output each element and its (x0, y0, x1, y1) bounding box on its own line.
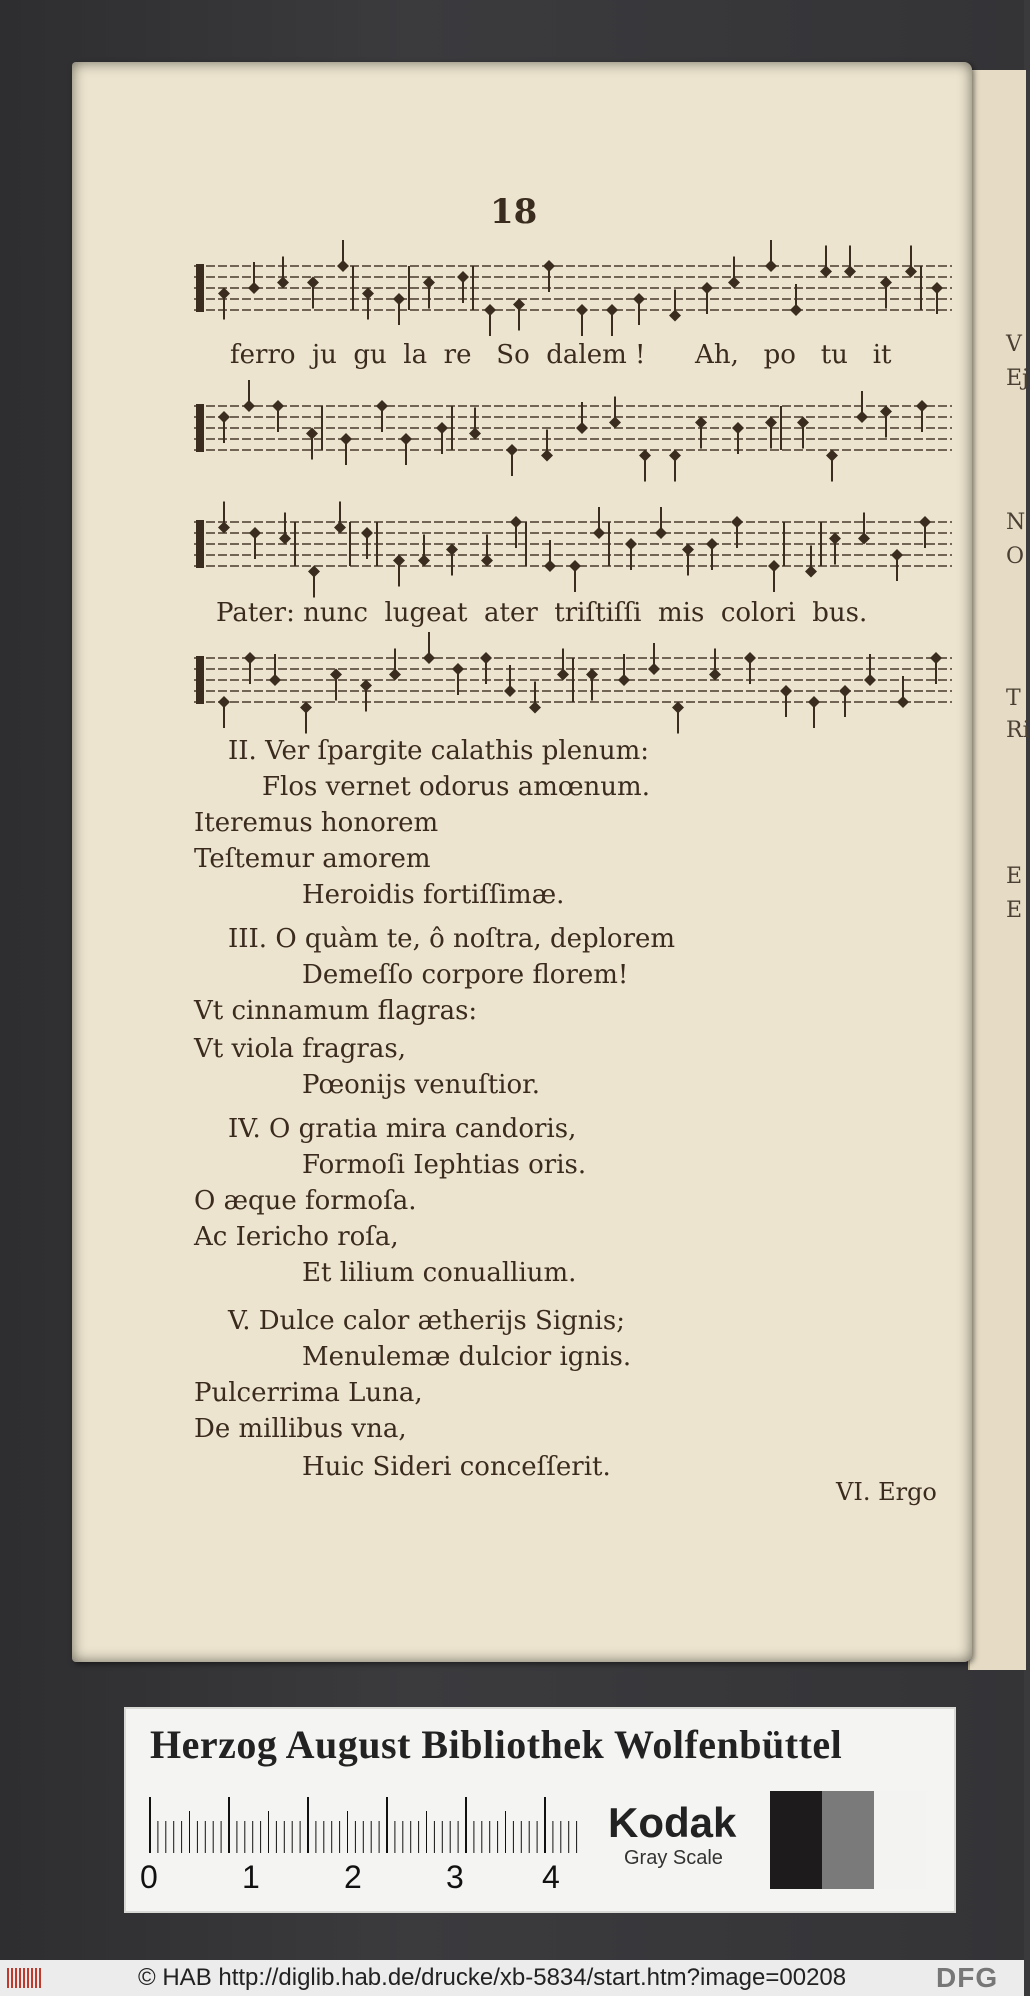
verse-line: Flos vernet odorus amœnum. (262, 772, 650, 802)
fragment: Ej (1006, 366, 1029, 391)
verse-line: De millibus vna, (194, 1414, 407, 1444)
library-name: Herzog August Bibliothek Wolfenbüttel (150, 1722, 843, 1767)
fragment: E (1006, 898, 1023, 923)
ruler-number: 3 (446, 1859, 464, 1895)
verse-line: Teſtemur amorem (194, 844, 431, 874)
verse-line: Ac Iericho roſa, (194, 1222, 399, 1252)
verse-line: Pœonijs venuſtior. (302, 1070, 540, 1100)
verse-line: Vt viola fragras, (194, 1034, 406, 1064)
kodak-logo-text: Kodak (608, 1799, 737, 1846)
verse-line: O æque formoſa. (194, 1186, 417, 1216)
verse-line: Et lilium conuallium. (302, 1258, 577, 1288)
source-link[interactable]: © HAB http://diglib.hab.de/drucke/xb-5834/start.htm?image=00208 (138, 1964, 847, 1991)
verse-line: V. Dulce calor ætherijs Signis; (228, 1306, 625, 1336)
ruler-number: 2 (344, 1859, 362, 1895)
verse-line: Menulemæ dulcior ignis. (302, 1342, 632, 1372)
verse-line: Demeſſo corpore florem! (302, 960, 629, 990)
hab-logo-icon (6, 1966, 46, 1990)
gray-scale-label: Gray Scale (624, 1847, 723, 1869)
color-checker-card (124, 1707, 956, 1913)
lyric-line-2: Pater: nunc lugeat ater triſtiſſi mis colori bus. (216, 598, 868, 628)
adjacent-page-edge (968, 70, 1030, 1670)
verse-line: Huic Sideri conceſſerit. (302, 1452, 611, 1482)
verse-line: III. O quàm te, ô noſtra, deplorem (228, 924, 676, 954)
verse-line: Formoſi Iephtias oris. (302, 1150, 587, 1180)
verse-line: Iteremus honorem (194, 808, 439, 838)
page-number: 18 (490, 192, 538, 232)
ruler-numbers (140, 1859, 600, 1895)
clef-mark (196, 264, 204, 312)
music-staff-4 (194, 644, 952, 730)
fragment: T (1006, 686, 1021, 711)
ruler-number: 1 (242, 1859, 260, 1895)
clef-mark (196, 656, 204, 704)
swatch-light (874, 1791, 926, 1889)
fragment: O (1006, 544, 1025, 569)
verse-line: Heroidis fortiſſimæ. (302, 880, 565, 910)
swatch-dark (770, 1791, 822, 1889)
ruler-scale (148, 1797, 580, 1853)
swatch-mid (822, 1791, 874, 1889)
music-staff-1 (194, 252, 952, 338)
ruler-number: 0 (140, 1859, 158, 1895)
music-staff-3 (194, 508, 952, 594)
catchword: VI. Ergo (836, 1478, 937, 1506)
fragment: N (1006, 510, 1026, 535)
verse-line: IV. O gratia mira candoris, (228, 1114, 577, 1144)
verse-line: Vt cinnamum flagras: (194, 996, 478, 1026)
fragment: Ri (1006, 718, 1030, 743)
verse-line: Pulcerrima Luna, (194, 1378, 423, 1408)
footer-bar (0, 1960, 1024, 1996)
music-staff-2 (194, 392, 952, 478)
fragment: V (1006, 332, 1022, 357)
clef-mark (196, 520, 204, 568)
fragment: E (1006, 864, 1023, 889)
verse-line: II. Ver ſpargite calathis plenum: (228, 736, 650, 766)
ruler-number: 4 (542, 1859, 560, 1895)
dfg-logo: DFG (936, 1962, 999, 1993)
lyric-line-1: ferro ju gu la re So dalem ! Ah, po tu it (230, 340, 892, 370)
clef-mark (196, 404, 204, 452)
